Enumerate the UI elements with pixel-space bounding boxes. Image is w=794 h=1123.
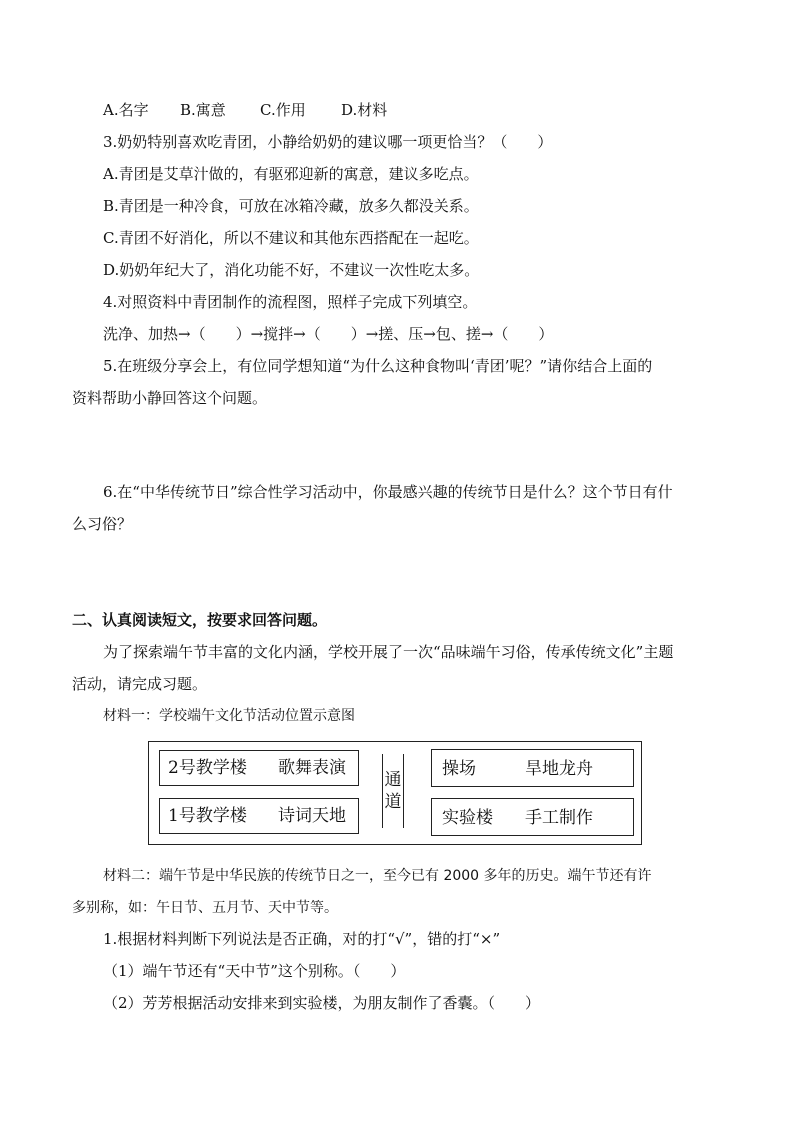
map-road-char1: 通 [384,770,402,790]
map-building1-name: 1号教学楼 [168,806,247,826]
activity-map [148,741,642,845]
q2-option-d: D.材料 [341,101,388,119]
section2-q1-stem: 1.根据材料判断下列说法是否正确，对的打“√”，错的打“×” [103,930,501,948]
q5-line1: 5.在班级分享会上，有位同学想知道“为什么这种食物叫‘青团’呢？”请你结合上面的 [103,357,653,375]
q2-option-c: C.作用 [260,101,306,119]
map-playground-name: 操场 [442,759,476,779]
section2-intro-line1: 为了探索端午节丰富的文化内涵，学校开展了一次“品味端午习俗，传承传统文化”主题 [103,643,674,661]
map-cell-building1 [159,798,359,834]
map-road-char2: 道 [384,792,402,812]
map-building1-activity: 诗词天地 [278,806,346,826]
q6-line1: 6.在“中华传统节日”综合性学习活动中，你最感兴趣的传统节日是什么？这个节日有什 [103,483,673,501]
map-building2-activity: 歌舞表演 [278,758,346,778]
q3-option-d: D.奶奶年纪大了，消化功能不好，不建议一次性吃太多。 [103,261,480,279]
map-lab-activity: 手工制作 [525,808,593,828]
material1-title: 材料一：学校端午文化节活动位置示意图 [103,708,355,724]
q2-options [103,100,387,120]
q6-line2: 么习俗？ [72,515,133,533]
q3-stem: 3.奶奶特别喜欢吃青团，小静给奶奶的建议哪一项更恰当？（ ） [103,133,553,151]
q2-option-a: A.名字 [103,101,149,119]
map-building2-name: 2号教学楼 [168,758,247,778]
q3-option-c: C.青团不好消化，所以不建议和其他东西搭配在一起吃。 [103,229,479,247]
map-cell-building2 [159,750,359,786]
map-lab-name: 实验楼 [442,808,493,828]
map-playground-activity: 旱地龙舟 [525,759,593,779]
q4-flow: 洗净、加热→（ ）→搅拌→（ ）→搓、压→包、搓→（ ） [103,325,554,343]
q4-stem: 4.对照资料中青团制作的流程图，照样子完成下列填空。 [103,293,478,311]
q3-option-a: A.青团是艾草汁做的，有驱邪迎新的寓意，建议多吃点。 [103,165,479,183]
material2-line1: 材料二：端午节是中华民族的传统节日之一，至今已有 2000 多年的历史。端午节还有许 [103,868,652,884]
q2-option-b: B.寓意 [180,101,226,119]
map-cell-lab [431,798,634,836]
section2-q1-item1: （1）端午节还有“天中节”这个别称。（ ） [103,962,406,980]
q3-option-b: B.青团是一种冷食，可放在冰箱冷藏，放多久都没关系。 [103,197,479,215]
section2-heading: 二、认真阅读短文，按要求回答问题。 [72,611,328,629]
section2-intro-line2: 活动，请完成习题。 [72,675,208,693]
section2-q1-item2: （2）芳芳根据活动安排来到实验楼，为朋友制作了香囊。（ ） [103,994,541,1012]
map-road [382,754,404,828]
q5-line2: 资料帮助小静回答这个问题。 [72,389,268,407]
material2-line2: 多别称，如：午日节、五月节、天中节等。 [72,900,338,916]
map-cell-playground [431,749,634,787]
